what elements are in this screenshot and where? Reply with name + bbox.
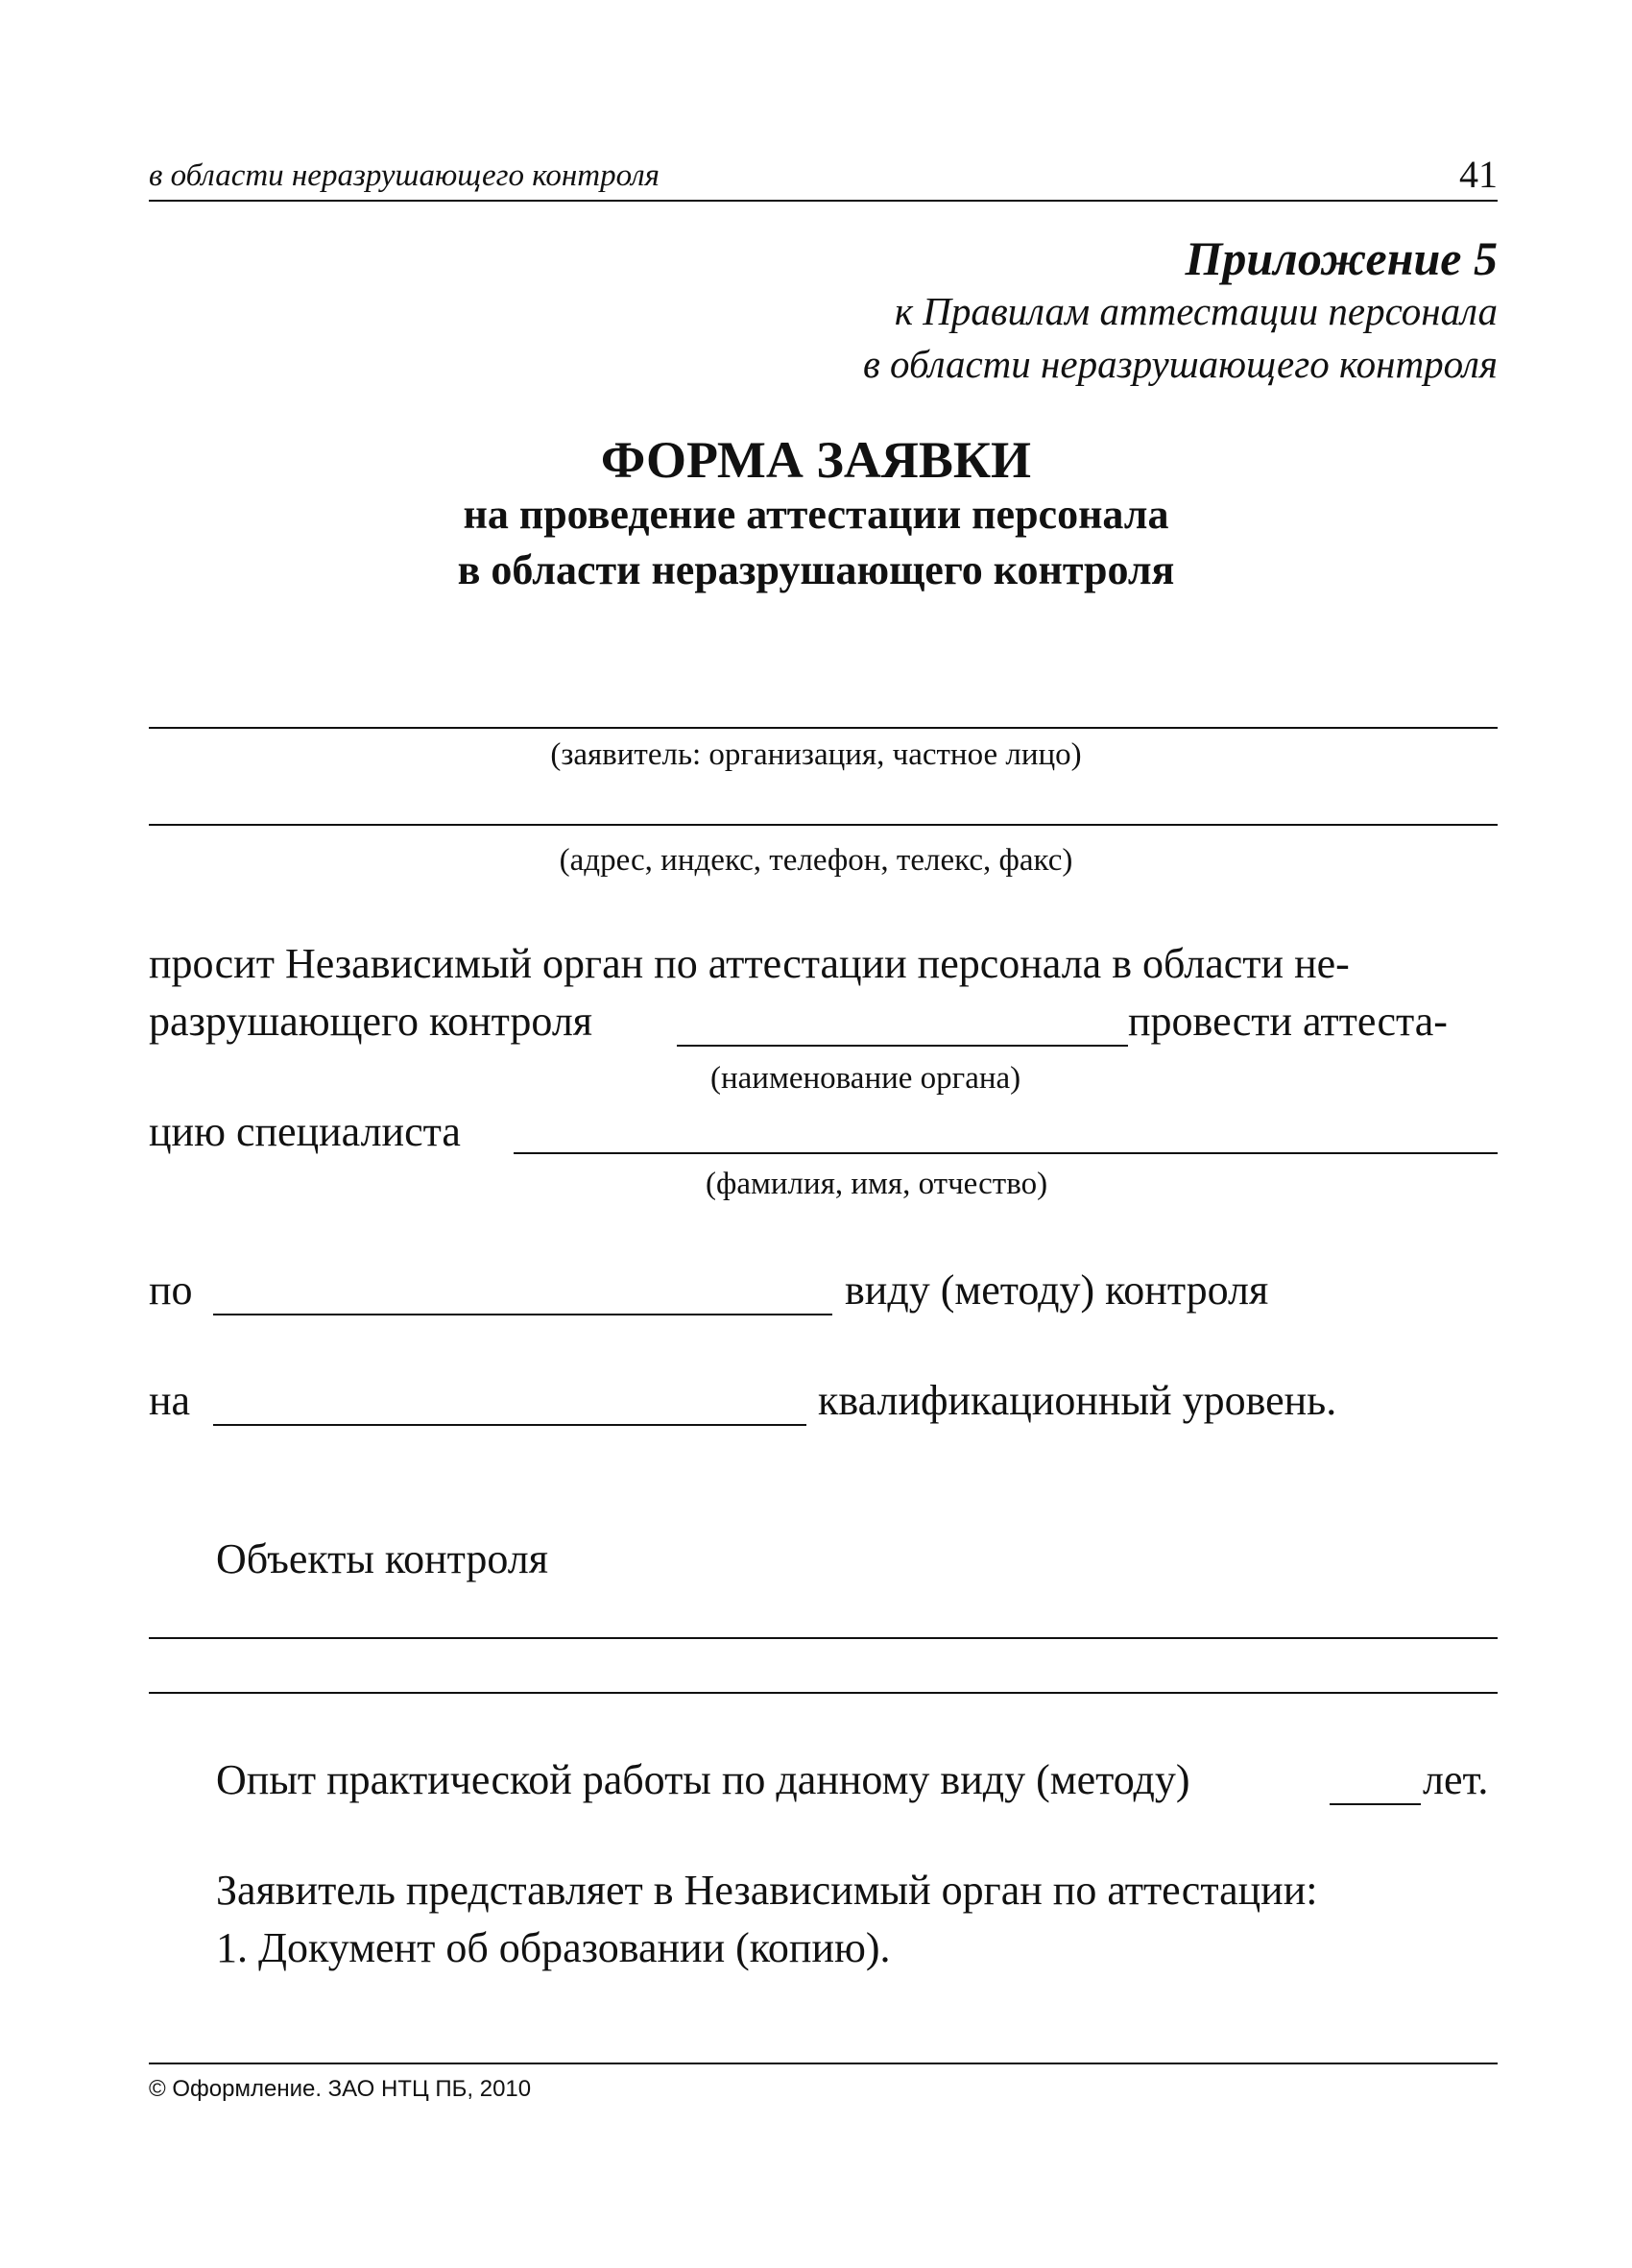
organ-caption: (наименование органа) [710,1061,1021,1096]
request-text-line2-end: провести аттеста- [1128,998,1448,1045]
appendix-reference-line1: к Правилам аттестации персонала [894,289,1498,333]
footer-rule [149,2063,1498,2064]
method-suffix: виду (методу) контроля [845,1267,1269,1314]
fio-caption: (фамилия, имя, отчество) [706,1167,1048,1201]
address-caption: (адрес, индекс, телефон, телекс, факс) [559,843,1073,878]
address-field-line [149,824,1498,826]
specialist-name-blank [514,1152,1498,1154]
experience-years-blank [1330,1803,1421,1805]
level-blank [213,1424,806,1426]
running-header: в области неразрушающего контроля [149,158,660,193]
method-blank [213,1314,832,1315]
form-title: ФОРМА ЗАЯВКИ [600,431,1032,489]
document-item-1: 1. Документ об образовании (копию). [216,1924,891,1971]
page-number: 41 [1459,153,1498,196]
objects-line2 [149,1692,1498,1694]
appendix-title: Приложение 5 [1185,231,1498,285]
level-prefix: на [149,1377,191,1424]
experience-unit: лет. [1423,1756,1489,1803]
applicant-caption: (заявитель: организация, частное лицо) [550,737,1082,772]
appendix-reference-line2: в области неразрушающего контроля [863,342,1498,386]
applicant-field-line [149,727,1498,729]
objects-label: Объекты контроля [216,1535,549,1582]
experience-text: Опыт практической работы по данному виду (методу) [216,1756,1190,1803]
form-subtitle-line1: на проведение аттестации персонала [463,491,1169,538]
level-suffix: квалификационный уровень. [818,1377,1337,1424]
organ-name-blank [677,1045,1128,1047]
method-prefix: по [149,1267,193,1314]
objects-line1 [149,1637,1498,1639]
request-text-line2-start: разрушающего контроля [149,998,593,1045]
specialist-label: цию специалиста [149,1108,461,1155]
request-text-line1: просит Независимый орган по аттестации персонала в области не- [149,940,1350,987]
footer-copyright: © Оформление. ЗАО НТЦ ПБ, 2010 [149,2076,532,2102]
submits-text: Заявитель представляет в Независимый орган по аттестации: [216,1867,1318,1914]
form-subtitle-line2: в области неразрушающего контроля [457,546,1175,593]
header-rule [149,200,1498,202]
